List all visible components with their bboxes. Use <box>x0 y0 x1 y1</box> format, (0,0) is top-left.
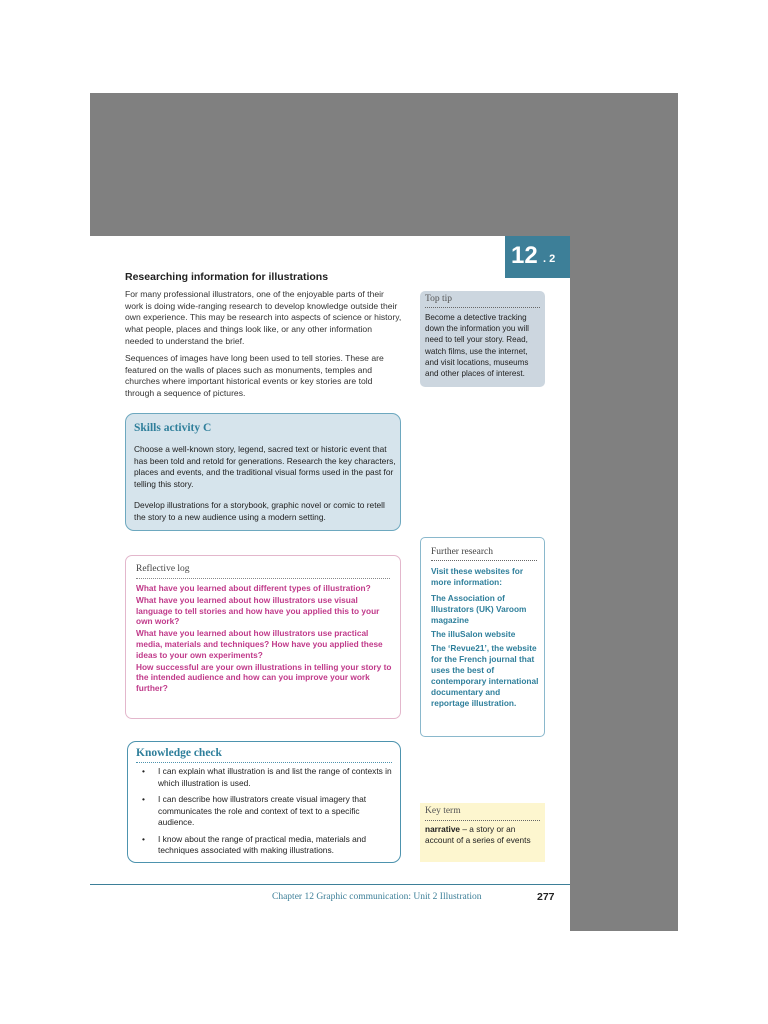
checklist-item <box>142 766 392 789</box>
checklist-item <box>142 834 392 857</box>
bullet-icon: • <box>142 766 145 776</box>
section-heading: Researching information for illustrations <box>125 271 329 283</box>
reflective-questions <box>136 583 394 695</box>
bullet-icon: • <box>142 794 145 804</box>
top-tip-box <box>420 291 545 387</box>
further-research-box <box>420 537 545 737</box>
skills-activity-text: Choose a well-known story, legend, sacred text or historic event that has been told and retold for generations. Research the key characters, places and events, and the traditional visual forms used in the past for telling this story. <box>134 444 396 489</box>
knowledge-check-title: Knowledge check <box>136 747 222 759</box>
skills-activity-text: Develop illustrations for a storybook, graphic novel or comic to retell the story to a new audience using a modern setting. <box>134 500 385 522</box>
knowledge-checklist <box>142 766 392 862</box>
footer-divider <box>90 884 570 885</box>
chapter-number: 12 <box>511 242 538 269</box>
key-term-meaning: – a story or an account of a series of events <box>425 824 531 846</box>
checklist-item-text: I can describe how illustrators create visual imagery that communicates the role and context of text to a specific audience. <box>158 794 367 827</box>
dotted-divider <box>425 820 540 821</box>
intro-paragraph: For many professional illustrators, one of the enjoyable parts of their work is doing wide-ranging research to develop knowledge outside their own experience. This may be research into aspects of science or history, what people, places and things look like, or any other information needed to understand the brief. <box>125 289 402 346</box>
chapter-subsection: . 2 <box>543 253 556 265</box>
research-link[interactable]: The illuSalon website <box>431 629 516 639</box>
bullet-icon: • <box>142 833 145 844</box>
reflective-log-box <box>125 555 401 719</box>
research-link[interactable]: The ‘Revue21’, the website for the French journal that uses the best of contemporary international documentary and reportage illustration. <box>431 643 539 708</box>
knowledge-check-box <box>127 741 401 863</box>
key-term-definition <box>425 824 541 846</box>
page-number: 277 <box>537 891 555 903</box>
top-tip-text: Become a detective tracking down the information you will need to tell your story. Read, watch films, use the internet, and visit locations, museums and other places of interest. <box>425 313 529 379</box>
checklist-item-text: I can explain what illustration is and list the range of contexts in which illustration is used. <box>158 766 392 788</box>
research-link[interactable]: The Association of Illustrators (UK) Varoom magazine <box>431 593 527 625</box>
reflective-question: What have you learned about how illustrators use visual language to tell stories and how have you applied this to your own work? <box>136 594 380 627</box>
reflective-question: What have you learned about different types of illustration? <box>136 583 371 593</box>
key-term-title: Key term <box>425 806 461 816</box>
dotted-divider <box>136 762 392 763</box>
sequence-paragraph: Sequences of images have long been used to tell stories. These are featured on the walls of places such as monuments, temples and churches where important historical events or key stories are told through a sequence of pictures. <box>125 353 384 399</box>
checklist-item-text: I know about the range of practical media, materials and techniques associated with making illustrations. <box>158 833 367 855</box>
dotted-divider <box>425 307 540 308</box>
further-research-intro: Visit these websites for more information: <box>431 566 524 587</box>
further-research-title: Further research <box>431 547 493 557</box>
checklist-item <box>142 794 392 829</box>
key-term-box <box>420 803 545 862</box>
top-tip-title: Top tip <box>425 294 453 304</box>
dotted-divider <box>431 560 537 561</box>
footer-chapter-title: Chapter 12 Graphic communication: Unit 2 Illustration <box>272 892 482 902</box>
skills-activity-title: Skills activity C <box>134 422 212 434</box>
reflective-log-title: Reflective log <box>136 564 190 574</box>
reflective-question: How successful are your own illustrations in telling your story to the intended audience and how can you improve your work further? <box>136 661 392 694</box>
research-links <box>431 593 539 712</box>
chapter-tab <box>505 236 570 278</box>
skills-activity-box <box>125 413 401 531</box>
dotted-divider <box>136 578 390 579</box>
key-term-word: narrative <box>425 824 461 834</box>
reflective-question: What have you learned about how illustrators use practical media, materials and techniques? How have you applied these ideas to your own experiments? <box>136 628 383 660</box>
